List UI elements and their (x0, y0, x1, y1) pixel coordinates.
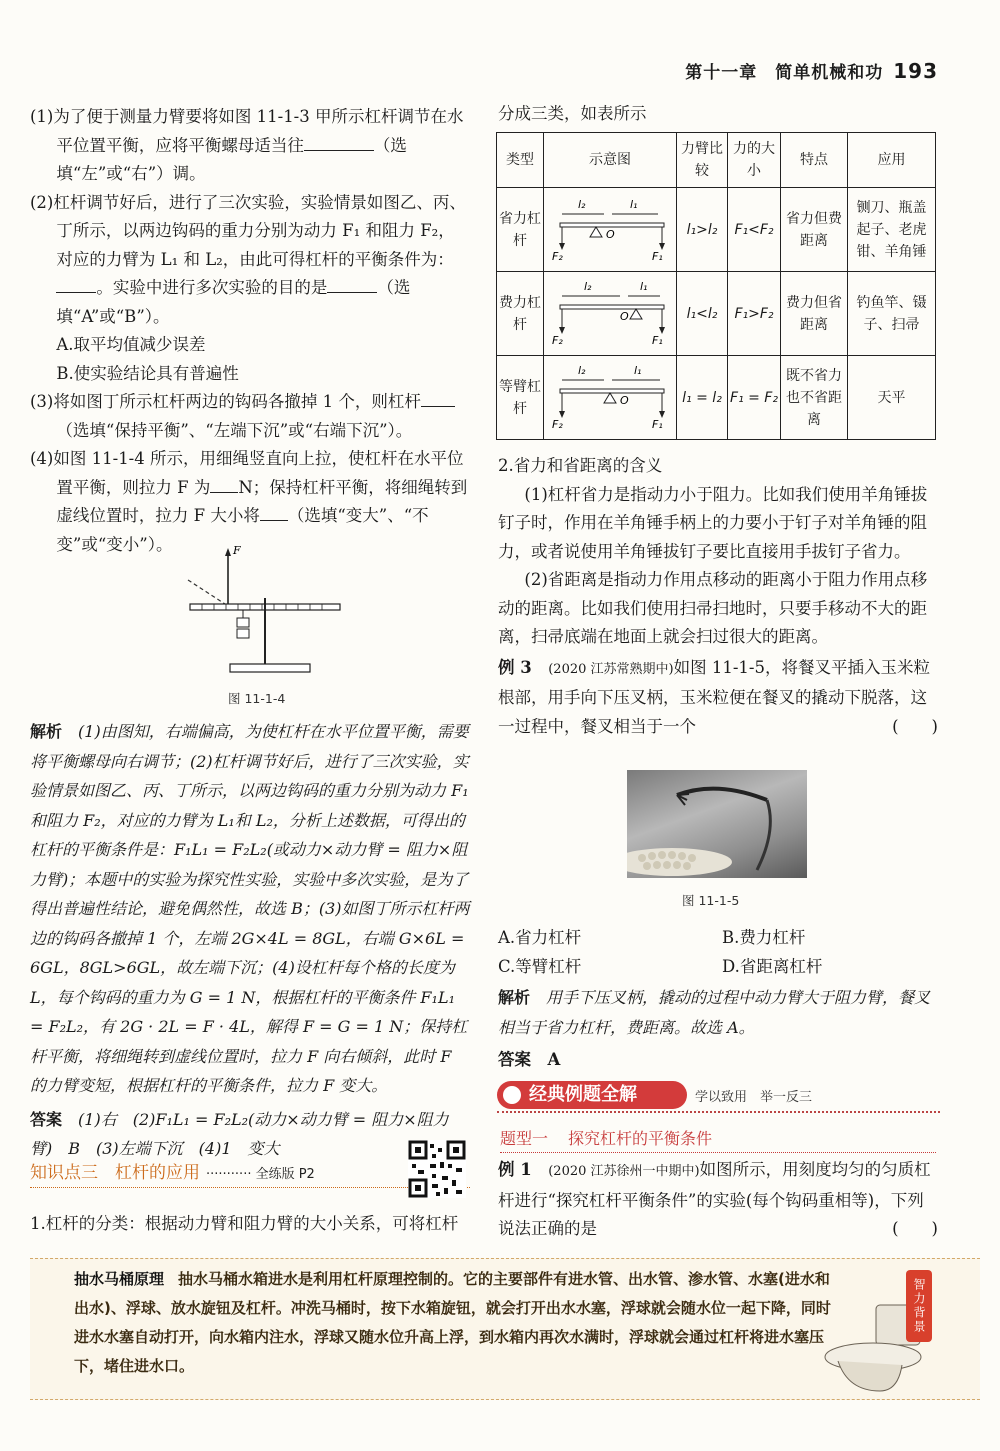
question-1: (1)为了便于测量力臂要将如图 11-1-3 甲所示杠杆调节在水平位置平衡，应将平衡螺母适当往 （选填“左”或“右”）调。 (30, 107, 464, 183)
cell-arm: l₁ = l₂ (677, 356, 728, 440)
analysis-label: 解析 (30, 722, 63, 741)
equal-arm-lever-diagram (548, 358, 672, 430)
qr-code[interactable] (408, 1140, 466, 1198)
chapter-title: 第十一章 简单机械和功 (685, 63, 884, 83)
example-3-text: 如图 11-1-5，将餐叉平插入玉米粒根部，用手向下压叉柄，玉米粒便在餐叉的撬动下脱落，这一过程中，餐叉相当于一个 (498, 657, 930, 736)
th-type: 类型 (497, 133, 544, 188)
effort-lever-diagram (548, 274, 672, 346)
th-diagram: 示意图 (544, 133, 677, 188)
option-b: B.费力杠杆 (722, 928, 806, 947)
option-a: A.省力杠杆 (498, 928, 582, 947)
answer-label: 答案 (498, 1050, 531, 1069)
section-2 (498, 452, 938, 741)
force-saving-lever-diagram (548, 190, 672, 262)
cell-feature: 既不省力也不省距离 (781, 356, 848, 440)
example-3-label: 例 3 (498, 657, 532, 677)
analysis-block (30, 717, 470, 1164)
lever-classification-table (496, 132, 936, 440)
svg-text:l₁: l₁ (640, 280, 648, 293)
cell-type: 费力杠杆 (497, 272, 544, 356)
svg-text:l₂: l₂ (578, 364, 586, 377)
cell-use: 铡刀、瓶盖起子、老虎钳、羊角锤 (848, 188, 936, 272)
knowledge-point-title: 知识点三 杠杆的应用 ··········· 全练版 P2 (30, 1158, 470, 1188)
knowledge-point-ref: ··········· 全练版 P2 (206, 1167, 315, 1182)
example-1-source: (2020 江苏徐州一中期中) (548, 1164, 700, 1179)
svg-text:F₁: F₁ (652, 418, 663, 430)
svg-text:F₂: F₂ (552, 334, 563, 346)
svg-text:O: O (620, 310, 629, 323)
cell-force: F₁>F₂ (728, 272, 781, 356)
answer-label: 答案 (30, 1109, 63, 1129)
question-type-title: 题型一 探究杠杆的平衡条件 (500, 1126, 936, 1153)
corn-fork-photo (627, 770, 807, 878)
figure-caption-11-1-5: 图 11-1-5 (682, 893, 740, 908)
option-d: D.省距离杠杆 (722, 956, 823, 976)
svg-text:F₂: F₂ (552, 418, 563, 430)
left-column (30, 103, 470, 559)
page-number: 193 (893, 59, 938, 83)
classic-examples-banner (497, 1081, 940, 1113)
table-intro: 分成三类，如表所示 (498, 104, 647, 123)
cell-type: 等臂杠杆 (497, 356, 544, 440)
svg-text:F₂: F₂ (552, 250, 563, 262)
answer-text: (1)右 (2)F₁L₁ = F₂L₂(动力×动力臂 = 阻力×阻力臂) B (3)左端下沉 (4)1 变大 (30, 1109, 449, 1158)
example-1 (498, 1156, 938, 1244)
example-3-options (498, 924, 938, 1075)
section-2-para-1: (1)杠杆省力是指动力小于阻力。比如我们使用羊角锤拔钉子时，作用在羊角锤手柄上的力要小于钉子对羊角锤的阻力，或者说使用羊角锤拔钉子要比直接用手拔钉子省力。 (498, 484, 928, 561)
intelligence-background-tag: 智力背景 (906, 1270, 932, 1342)
example-1-label: 例 1 (498, 1160, 532, 1179)
table-row (497, 272, 936, 356)
svg-text:O: O (606, 228, 615, 241)
analysis-text: (1)由图知，右端偏高，为使杠杆在水平位置平衡，需要将平衡螺母向右调节；(2)杠杆调节好后，进行了三次实验，实验情景如图乙、丙、丁所示，以两边钩码的重力分别为动力 F₁和阻力 F₂，对应的力臂为 L₁和 L₂，分析上述数据，可得出的杠杆的平衡条件是：F₁L₁ = F₂L₂(或动力×动力臂 = 阻力×阻力臂)；本题中的实验为探究性实验，实验中多次实验，是为了得出普遍性结论，避免偶然性，故选 B；(3)如图丁所示杠杆两边的钩码各撤掉 1 个，左端 2G×4L = 8GL，右端 G×6L = 6GL，8GL>6GL，故左端下沉；(4)设杠杆每个格的长度为 L，每个钩码的重力为 G = 1 N，根据杠杆的平衡条件 F₁L₁ = F₂L₂，有 2G · 2L = F · 4L，解得 F = G = 1 N；保持杠杆平衡，将细绳转到虚线位置时，拉力 F 向右倾斜，此时 F 的力臂变短，根据杠杆的平衡条件，拉力 F 变大。 (30, 722, 470, 1095)
answer-paren: ( ) (892, 1219, 938, 1238)
section-2-para-2: (2)省距离是指动力作用点移动的距离小于阻力作用点移动的距离。比如我们使用扫帚扫地时，只要手移动不大的距离，扫帚底端在地面上就会扫过很大的距离。 (498, 570, 928, 646)
example-1-text: 如图所示，用刻度均匀的匀质杠杆进行“探究杠杆平衡条件”的实验(每个钩码重相等)，下列说法正确的是 (498, 1160, 931, 1238)
th-arm: 力臂比较 (677, 133, 728, 188)
question-3: (3)将如图丁所示杠杆两边的钩码各撤掉 1 个，则杠杆（选填“保持平衡”、“左端下沉”或“右端下沉”）。 (30, 388, 470, 445)
question-4: (4)如图 11-1-4 所示，用细绳竖直向上拉，使杠杆在水平位置平衡，则拉力 F 为 N；保持杠杆平衡，将细绳转到虚线位置时，拉力 F 大小将 （选填“变大”、“不变”或“变小”）。 (30, 449, 468, 554)
answer-text: A (547, 1050, 561, 1069)
cell-arm: l₁>l₂ (677, 188, 728, 272)
lever-classification-line: 1.杠杆的分类：根据动力臂和阻力臂的大小关系，可将杠杆 (30, 1214, 459, 1233)
svg-text:l₁: l₁ (630, 198, 638, 211)
figure-caption-11-1-4: 图 11-1-4 (228, 691, 286, 706)
svg-text:O: O (620, 394, 629, 407)
analysis-text: 用手下压叉柄，撬动的过程中动力臂大于阻力臂，餐叉相当于省力杠杆，费距离。故选 A。 (498, 988, 931, 1037)
cell-feature: 省力但费距离 (781, 188, 848, 272)
banner-subtitle: 学以致用 举一反三 (695, 1090, 813, 1105)
banner-title: 经典例题全解 (497, 1081, 687, 1109)
section-2-title: 2.省力和省距离的含义 (498, 456, 663, 475)
option-b: B.使实验结论具有普遍性 (56, 363, 239, 383)
th-use: 应用 (848, 133, 936, 188)
cell-use: 天平 (848, 356, 936, 440)
example-3 (498, 654, 938, 742)
svg-text:F₁: F₁ (652, 334, 663, 346)
answer-paren: ( ) (892, 716, 938, 736)
cell-diagram (544, 356, 677, 440)
table-row (497, 188, 936, 272)
cell-force: F₁ = F₂ (728, 356, 781, 440)
cell-type: 省力杠杆 (497, 188, 544, 272)
intelligence-background-box (30, 1258, 980, 1400)
lever-figure-11-1-4 (170, 540, 370, 680)
option-c: C.等臂杠杆 (498, 956, 582, 976)
svg-text:l₁: l₁ (634, 364, 642, 377)
analysis-label: 解析 (498, 988, 531, 1007)
footer-text: 抽水马桶原理 抽水马桶水箱进水是利用杠杆原理控制的。它的主要部件有进水管、出水管、渗水管、水塞(进水和出水)、浮球、放水旋钮及杠杆。冲洗马桶时，按下水箱旋钮，就会打开出水水塞，浮球就会随水位一起下降，同时进水水塞自动打开，向水箱内注水，浮球又随水位升高上浮，到水箱内再次水满时，浮球就会通过杠杆将进水塞压下，堵住进水口。 (74, 1270, 831, 1375)
svg-text:F₁: F₁ (652, 250, 663, 262)
example-3-answer (498, 1046, 938, 1075)
svg-text:l₂: l₂ (584, 280, 592, 293)
banner-badge-icon (503, 1086, 521, 1104)
page-header (685, 58, 938, 83)
cell-feature: 费力但省距离 (781, 272, 848, 356)
example-3-analysis (498, 983, 938, 1042)
cell-use: 钓鱼竿、镊子、扫帚 (848, 272, 936, 356)
cell-arm: l₁<l₂ (677, 272, 728, 356)
th-feature: 特点 (781, 133, 848, 188)
question-2: (2)杠杆调节好后，进行了三次实验，实验情景如图乙、丙、丁所示，以两边钩码的重力分别为动力 F₁ 和阻力 F₂，对应的力臂为 L₁ 和 L₂，由此可得杠杆的平衡条件为：。实验中进行多次实验的目的是 （选填“A”或“B”）。 (30, 192, 466, 326)
table-header-row (497, 133, 936, 188)
cell-diagram (544, 188, 677, 272)
force-label: F (233, 544, 241, 557)
option-a: A.取平均值减少误差 (56, 335, 206, 354)
th-force: 力的大小 (728, 133, 781, 188)
footer-title: 抽水马桶原理 (74, 1270, 165, 1288)
example-3-source: (2020 江苏常熟期中) (548, 661, 674, 677)
svg-text:l₂: l₂ (578, 198, 586, 211)
cell-diagram (544, 272, 677, 356)
cell-force: F₁<F₂ (728, 188, 781, 272)
table-row (497, 356, 936, 440)
